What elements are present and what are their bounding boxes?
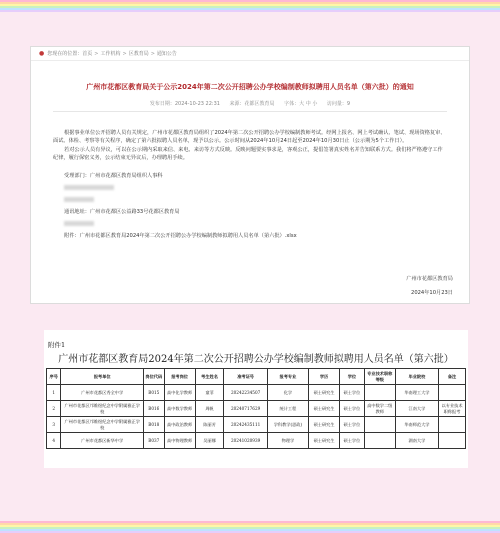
redacted-contact [64, 194, 447, 206]
table-cell: 20240717629 [224, 401, 267, 417]
breadcrumb-home[interactable]: 首页 [82, 51, 93, 57]
table-cell: 高中政治教师 [164, 417, 195, 433]
header-cell: 学位 [340, 369, 365, 385]
paragraph: 根据事业单位公开招聘人员有关规定，广州市花都区教育局组织了2024年第二次公开招聘公办学校编制教师考试。经网上报名、网上考试确认、笔试、现场资格复审、面试、体检、考察等有关程序，确定了第六批拟聘人员名单，现予以公示。公示时间从2024年10月24日起至2024年10月30日止（公示期为5个工作日）。 [53, 130, 446, 144]
table-cell: 硕士学位 [340, 417, 365, 433]
table-cell: 化学 [267, 385, 308, 401]
table-cell: 硕士研究生 [309, 401, 340, 417]
rainbow-stripe [0, 523, 500, 525]
table-cell: 高中数学教师 [164, 401, 195, 417]
spreadsheet-preview [44, 330, 468, 468]
table-cell: 华南师范大学 [395, 417, 438, 433]
redacted-contact [64, 218, 447, 230]
redacted-text [64, 221, 94, 226]
breadcrumb-org[interactable]: 工作机构 [100, 51, 121, 57]
contact-address: 通讯地址：广州市花都区公益路33号花都区教育局 [64, 209, 180, 215]
rainbow-stripe [0, 525, 500, 527]
article-title: 广州市花都区教育局关于公示2024年第二次公开招聘公办学校编制教师拟聘用人员名单（第六批）的通知 [86, 83, 414, 91]
table-cell: 吴丽娜 [195, 433, 224, 449]
table-cell: 高中数学二级教师 [364, 401, 395, 417]
table-cell: B015 [143, 385, 164, 401]
rainbow-stripe [0, 10, 500, 12]
table-row [47, 385, 466, 401]
table-cell: 广州市花都区秀全中学 [61, 385, 144, 401]
table-row [47, 433, 466, 449]
table-cell: 高中化学教师 [164, 385, 195, 401]
header-cell: 备注 [439, 369, 466, 385]
sheet-title: 广州市花都区教育局2024年第二次公开招聘公办学校编制教师拟聘用人员名单（第六批） [58, 354, 454, 365]
publish-date: 发布日期：2024-10-23 22:31 [149, 101, 220, 107]
breadcrumb-separator: > [94, 50, 99, 57]
table-cell: 硕士研究生 [309, 385, 340, 401]
table-cell [364, 433, 395, 449]
article-source: 来源：花都区教育局 [229, 101, 275, 107]
table-cell: 学科教学(思政) [267, 417, 308, 433]
header-cell: 学历 [309, 369, 340, 385]
table-cell: 高中物理教师 [164, 433, 195, 449]
breadcrumb-separator: > [150, 50, 155, 57]
table-cell: 湖南大学 [395, 433, 438, 449]
table-cell: 硕士学位 [340, 385, 365, 401]
table-cell: 华南理工大学 [395, 385, 438, 401]
table-cell [439, 385, 466, 401]
table-header-row [47, 369, 466, 385]
table-row [47, 401, 466, 417]
table-cell: 20241020939 [224, 433, 267, 449]
table-cell: 周帆 [195, 401, 224, 417]
table-cell: 硕士学位 [340, 401, 365, 417]
candidate-table [46, 368, 466, 449]
font-size-switch[interactable]: 字体：大 中 小 [284, 101, 318, 107]
table-cell [364, 385, 395, 401]
header-cell: 序号 [47, 369, 61, 385]
table-cell [364, 417, 395, 433]
table-row [47, 417, 466, 433]
table-cell: 广州市花都区新华中学 [61, 433, 144, 449]
article-body [31, 112, 469, 242]
table-cell: 江南大学 [395, 401, 438, 417]
table-cell: 20242435111 [224, 417, 267, 433]
table-cell [439, 417, 466, 433]
signoff-org: 广州市花都区教育局 [406, 276, 453, 282]
redacted-text [64, 197, 94, 202]
rainbow-stripe [0, 527, 500, 529]
table-cell: 广州市花都区邝维煜纪念中学附属雅正学校 [61, 417, 144, 433]
contact-dept: 受理部门：广州市花都区教育局组织人事科 [64, 173, 163, 179]
table-cell: 以专业技术职称报考 [439, 401, 466, 417]
redacted-text [64, 185, 114, 190]
breadcrumb-bureau[interactable]: 区教育局 [128, 51, 149, 57]
header-cell: 考生姓名 [195, 369, 224, 385]
rainbow-stripe [0, 529, 500, 531]
table-cell: 广州市花都区邝维煜纪念中学附属雅正学校 [61, 401, 144, 417]
breadcrumb-notices[interactable]: 通知公告 [156, 51, 177, 57]
header-cell: 准考证号 [224, 369, 267, 385]
contact-block [53, 170, 447, 242]
table-cell [439, 433, 466, 449]
table-cell: 硕士学位 [340, 433, 365, 449]
table-cell: 20242234507 [224, 385, 267, 401]
location-pin-icon: ● [39, 50, 45, 57]
notice-card [30, 46, 470, 304]
view-count: 访问量：9 [326, 101, 351, 107]
table-cell: 3 [47, 417, 61, 433]
header-cell: 专业技术职称等级 [364, 369, 395, 385]
breadcrumb-prefix: 您现在的位置： [47, 51, 83, 57]
table-cell: B018 [143, 417, 164, 433]
redacted-contact [64, 182, 447, 194]
table-cell: 童菲 [195, 385, 224, 401]
attachment-link[interactable]: 附件：广州市花都区教育局2024年第二次公开招聘公办学校编制教师拟聘用人员名单（第六批）.xlsx [64, 233, 297, 239]
signoff-date: 2024年10月23日 [411, 290, 453, 296]
table-cell: 物理学 [267, 433, 308, 449]
header-cell: 报考专业 [267, 369, 308, 385]
header-cell: 岗位代码 [143, 369, 164, 385]
breadcrumb [31, 47, 469, 61]
table-cell: B037 [143, 433, 164, 449]
table-cell: 4 [47, 433, 61, 449]
table-cell: 2 [47, 401, 61, 417]
paragraph: 若对公示人员有异议，可以在公示期内采取来信、来电、来访等方式反映。反映问题要实事求是，客观公正，提倡签署真实姓名并告知联系方式。我们将严格遵守工作纪律，履行保密义务，公示结束无异议后，办理聘用手续。 [53, 147, 443, 161]
table-cell: 硕士研究生 [309, 417, 340, 433]
header-cell: 报考岗位 [164, 369, 195, 385]
annex-label: 附件1 [48, 341, 66, 349]
header-cell: 报考单位 [61, 369, 144, 385]
breadcrumb-separator: > [122, 50, 127, 57]
table-cell: 硕士研究生 [309, 433, 340, 449]
article-meta [31, 100, 469, 107]
table-cell: B016 [143, 401, 164, 417]
table-cell: 陈丽芳 [195, 417, 224, 433]
table-cell: 1 [47, 385, 61, 401]
rainbow-stripe [0, 521, 500, 523]
header-cell: 毕业院校 [395, 369, 438, 385]
table-cell: 统计工程 [267, 401, 308, 417]
